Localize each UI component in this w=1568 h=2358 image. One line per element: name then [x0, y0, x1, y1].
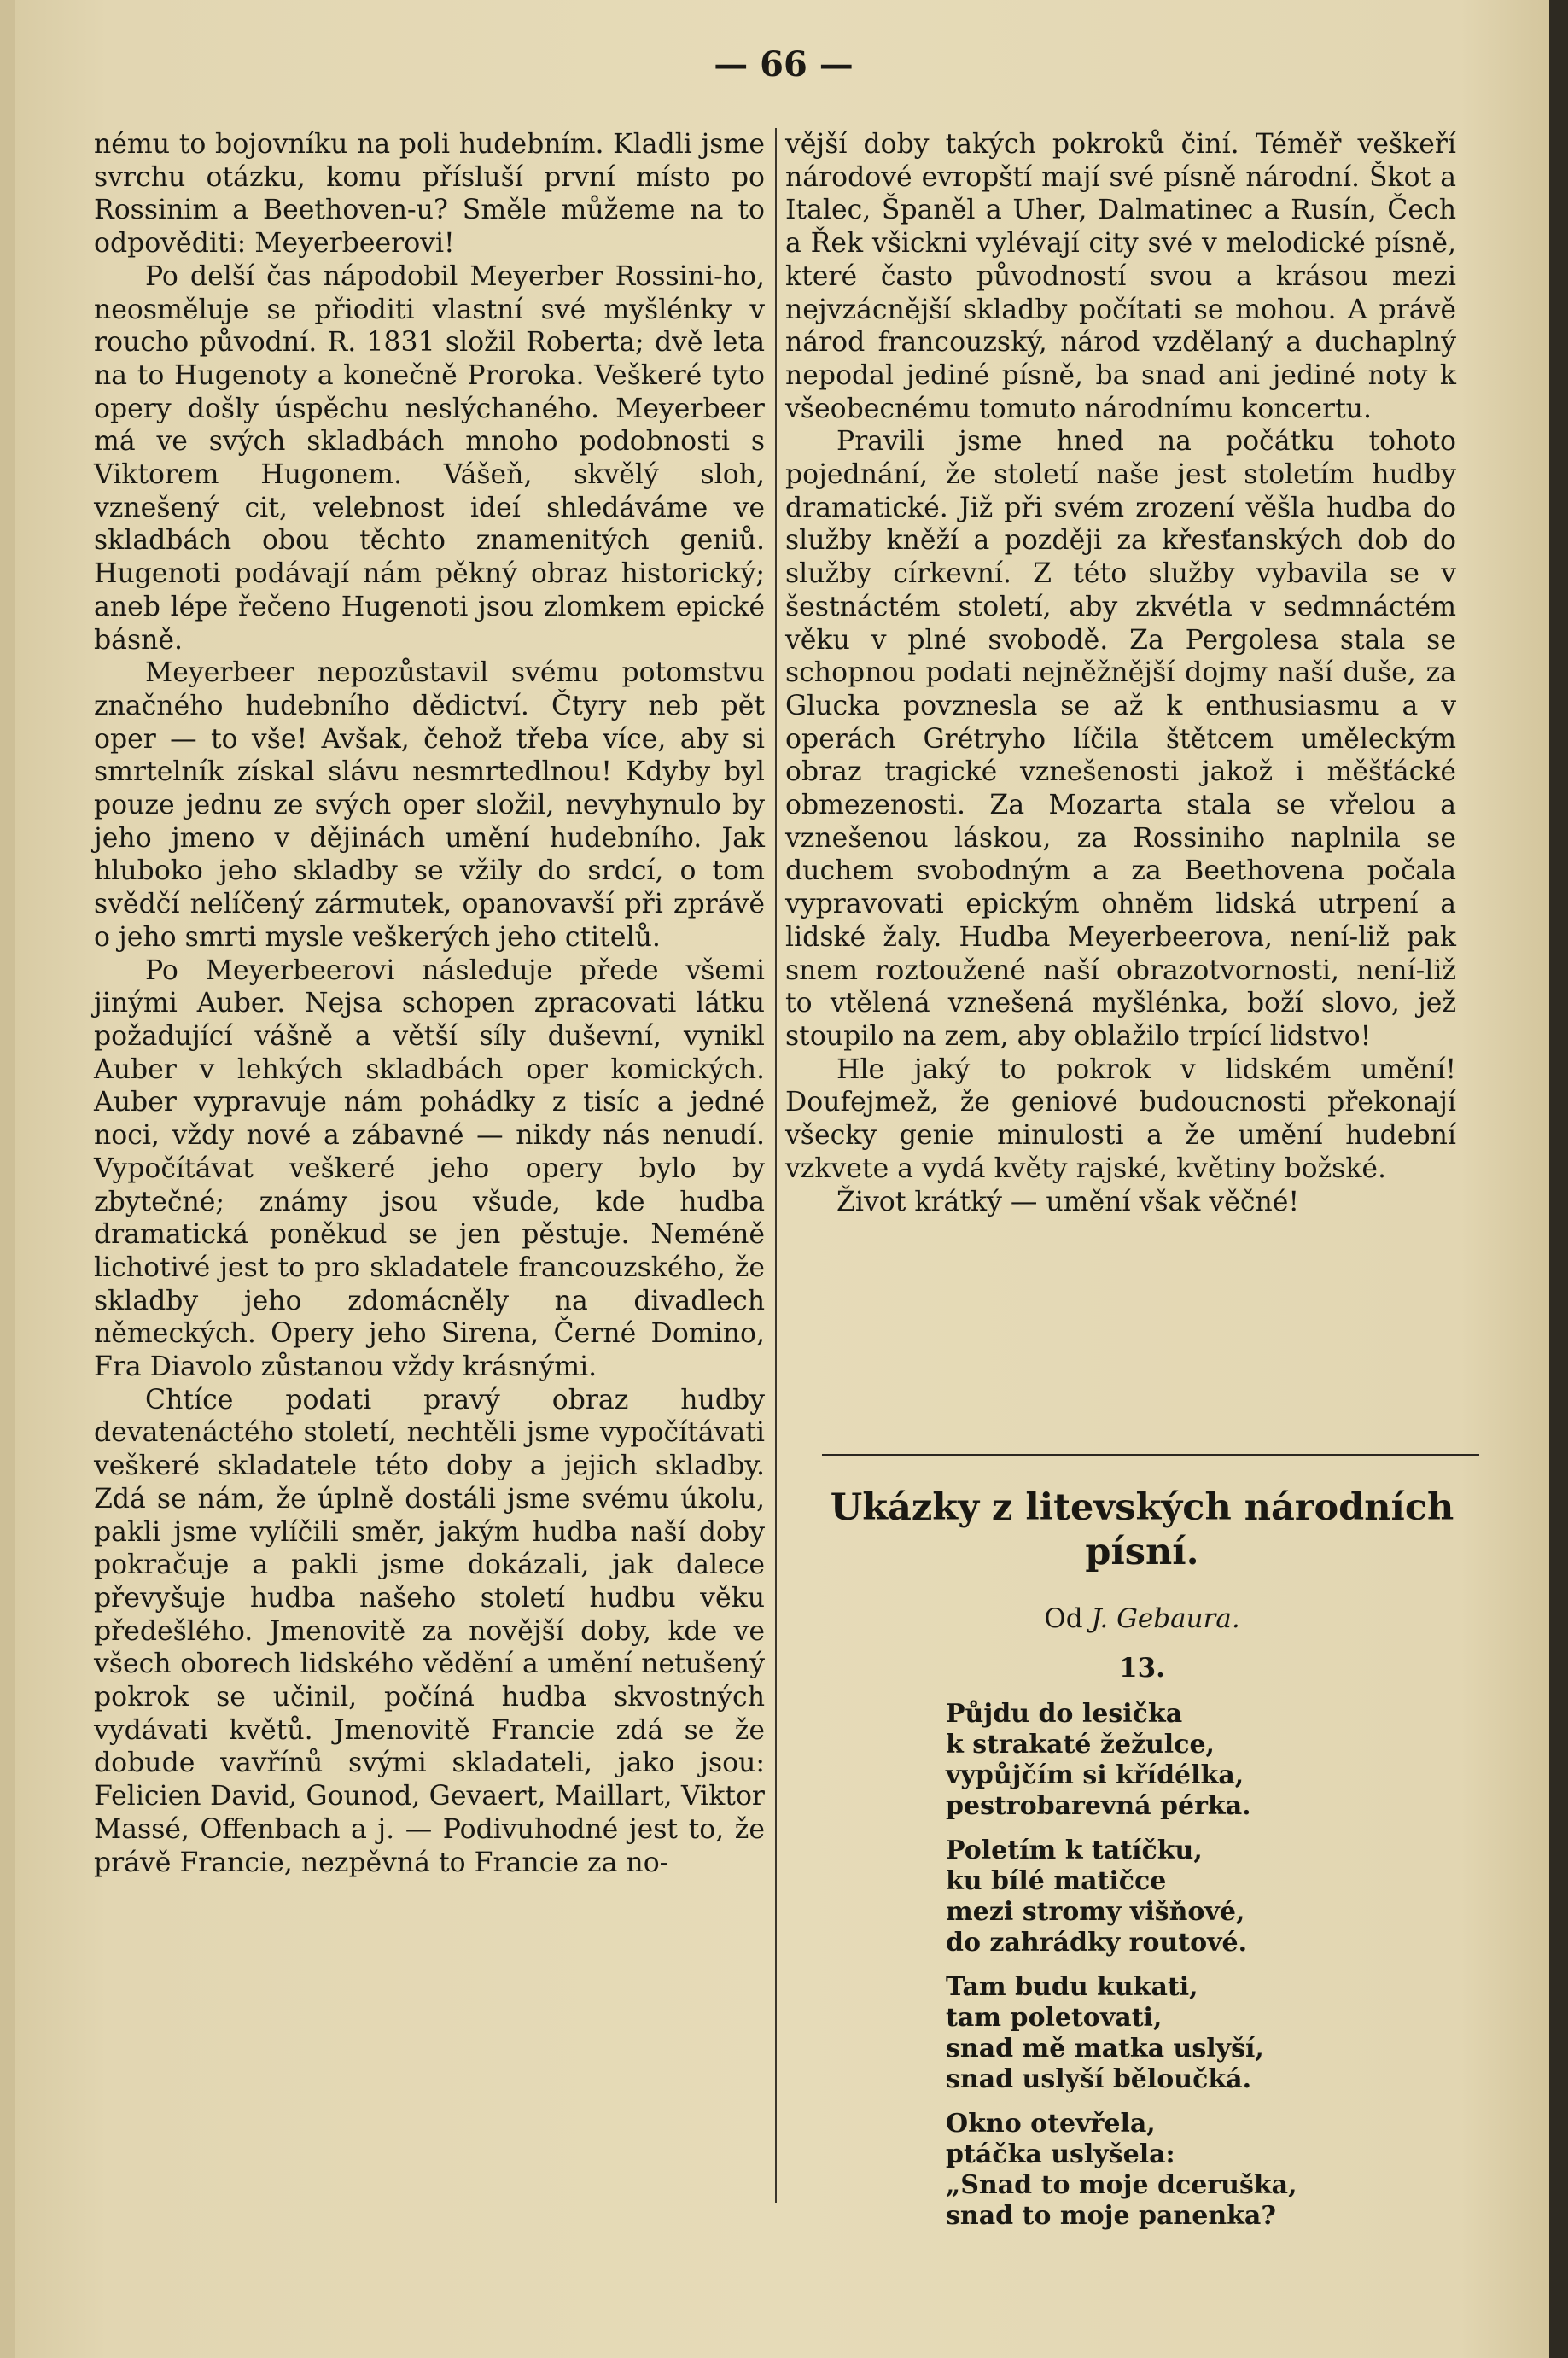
byline-author: J. Gebaura. [1091, 1603, 1240, 1634]
poem-stanza-4 [946, 2109, 1424, 2232]
right-paragraph-2: Pravili jsme hned na počátku tohoto pojednání, že století naše jest stoletím hudby dramatické. Již při svém zrození věšla hudba do služby kněží a později za křesťanských dob do služby církevní. Z této služby vybavila se v šestnáctém století, aby zkvétla v sedmnáctém věku v plné svobodě. Za Pergolesa stala se schopnou podati nejněžnější dojmy naší duše, za Glucka povznesla se až k enthusiasmu a v operách Grétryho líčila štětcem uměleckým obraz tragické vznešenosti jakož i měšťácké obmezenosti. Za Mozarta stala se vřelou a vznešenou láskou, za Rossiniho naplnila se duchem svobodným a za Beethovena počala vypravovati epickým ohněm lidská utrpení a lidské žaly. Hudba Meyerbeerova, není-liž pak snem roztoužené naší obrazotvornosti, není-liž to vtělená vznešená myšlénka, boží slovo, jež stoupilo na zem, aby oblažilo trpící lidstvo! [785, 426, 1456, 1052]
left-paragraph-2: Po delší čas nápodobil Meyerber Rossini-ho, neosměluje se přioditi vlastní své myšlénky v roucho původní. R. 1831 složil Roberta; dvě leta na to Hugenoty a konečně Proroka. Veškeré tyto opery došly úspěchu neslýchaného. Meyerbeer má ve svých skladbách mnoho podobnosti s Viktorem Hugonem. Vášeň, skvělý sloh, vznešený cit, velebnost ideí shledáváme ve skladbách obou těchto znamenitých geniů. Hugenoti podávají nám pěkný obraz historický; aneb lépe řečeno Hugenoti jsou zlomkem epické básně. [94, 260, 765, 656]
poem-stanza-2 [946, 1836, 1424, 1958]
poem-byline [801, 1603, 1483, 1634]
left-column [94, 128, 765, 1879]
poem-line: k strakaté žežulce, [946, 1730, 1215, 1760]
poem-stanza-3 [946, 1972, 1424, 2095]
poem [946, 1699, 1424, 2245]
poem-section-title: Ukázky z litevských národních písní. [830, 1486, 1454, 1573]
left-paragraph-3: Meyerbeer nepozůstavil svému potomstvu značného hudebního dědictví. Čtyry neb pět oper — to vše! Avšak, čehož třeba více, aby si smrtelník získal slávu nesmrtedlnou! Kdyby byl pouze jednu ze svých oper složil, nevyhynulo by jeho jmeno v dějinách umění hudebního. Jak hluboko jeho skladby se vžily do srdcí, o tom svědčí nelíčený zármutek, opanovavší při zprávě o jeho smrti mysle veškerých jeho ctitelů. [94, 657, 765, 953]
page-number: — 66 — [714, 44, 854, 85]
book-page [15, 0, 1552, 2358]
column-divider [775, 128, 777, 2203]
poem-line: Okno otevřela, [946, 2109, 1156, 2139]
poem-line: ku bílé matičce [946, 1866, 1167, 1896]
poem-line: do zahrádky routové. [946, 1928, 1248, 1958]
right-paragraph-1: vější doby takých pokroků činí. Téměř veškeří národové evropští mají své písně národní. Škot a Italec, Španěl a Uher, Dalmatinec a Rusín, Čech a Řek všickni vylévají city své v melodické písně, které často původností svou a krásou mezi nejvzácnější skladby počítati se mohou. A právě národ francouzský, národ vzdělaný a duchaplný nepodal jediné písně, ba snad ani jediné noty k všeobecnému tomuto národnímu koncertu. [785, 129, 1456, 424]
right-paragraph-3: Hle jaký to pokrok v lidském umění! Doufejmež, že geniové budoucnosti překonají všecky genie minulosti a že umění hudební vzkvete a vydá květy rajské, květiny božské. [785, 1054, 1456, 1184]
poem-number: 13. [1119, 1653, 1165, 1684]
poem-line: snad to moje panenka? [946, 2201, 1276, 2231]
poem-line: tam poletovati, [946, 2003, 1163, 2033]
poem-line: Tam budu kukati, [946, 1972, 1198, 2002]
right-column [785, 128, 1456, 1218]
book-edge-shadow [1549, 0, 1568, 2358]
left-paragraph-5: Chtíce podati pravý obraz hudby devatenáctého století, nechtěli jsme vypočítávati veškeré skladatele této doby a jejich skladby. Zdá se nám, že úplně dostáli jsme svému úkolu, pakli jsme vylíčili směr, jakým hudba naší doby pokračuje a pakli jsme dokázali, jak dalece převyšuje hudba našeho století hudbu věku předešlého. Jmenovitě za novější doby, kde ve všech oborech lidského vědění a umění netušený pokrok se učinil, počíná hudba skvostných vydávati květů. Jmenovitě Francie zdá se že dobude vavřínů svými skladateli, jako jsou: Felicien David, Gounod, Gevaert, Maillart, Viktor Massé, Offenbach a j. — Podivuhodné jest to, že právě Francie, nezpěvná to Francie za no- [94, 1384, 765, 1878]
poem-stanza-1 [946, 1699, 1424, 1822]
poem-line: pestrobarevná pérka. [946, 1791, 1251, 1821]
right-paragraph-4: Život krátký — umění však věčné! [836, 1186, 1300, 1217]
poem-line: mezi stromy višňové, [946, 1897, 1245, 1927]
poem-line: Půjdu do lesička [946, 1699, 1183, 1729]
poem-line: vypůjčím si křídélka, [946, 1760, 1244, 1790]
poem-line: „Snad to moje dceruška, [946, 2170, 1297, 2200]
left-paragraph-1: nému to bojovníku na poli hudebním. Kladli jsme svrchu otázku, komu přísluší první místo po Rossinim a Beethoven-u? Směle můžeme na to odpověditi: Meyerbeerovi! [94, 129, 765, 260]
section-divider [822, 1454, 1479, 1456]
left-paragraph-4: Po Meyerbeerovi následuje přede všemi jinými Auber. Nejsa schopen zpracovati látku požadující vášně a větší síly duševní, vynikl Auber v lehkých skladbách oper komických. Auber vypravuje nám pohádky z tisíc a jedné noci, vždy nové a zábavné — nikdy nás nenudí. Vypočítávat veškeré jeho opery bylo by zbytečné; známy jsou všude, kde hudba dramatická poněkud se jen pěstuje. Neméně lichotivé jest to pro skladatele francouzského, že skladby jeho zdomácněly na divadlech německých. Opery jeho Sirena, Černé Domino, Fra Diavolo zůstanou vždy krásnými. [94, 954, 765, 1383]
poem-line: snad mě matka uslyší, [946, 2034, 1264, 2063]
poem-line: Poletím k tatíčku, [946, 1836, 1203, 1865]
poem-line: snad uslyší běloučká. [946, 2064, 1252, 2094]
poem-line: ptáčka uslyšela: [946, 2139, 1175, 2169]
byline-prefix: Od [1044, 1603, 1083, 1634]
